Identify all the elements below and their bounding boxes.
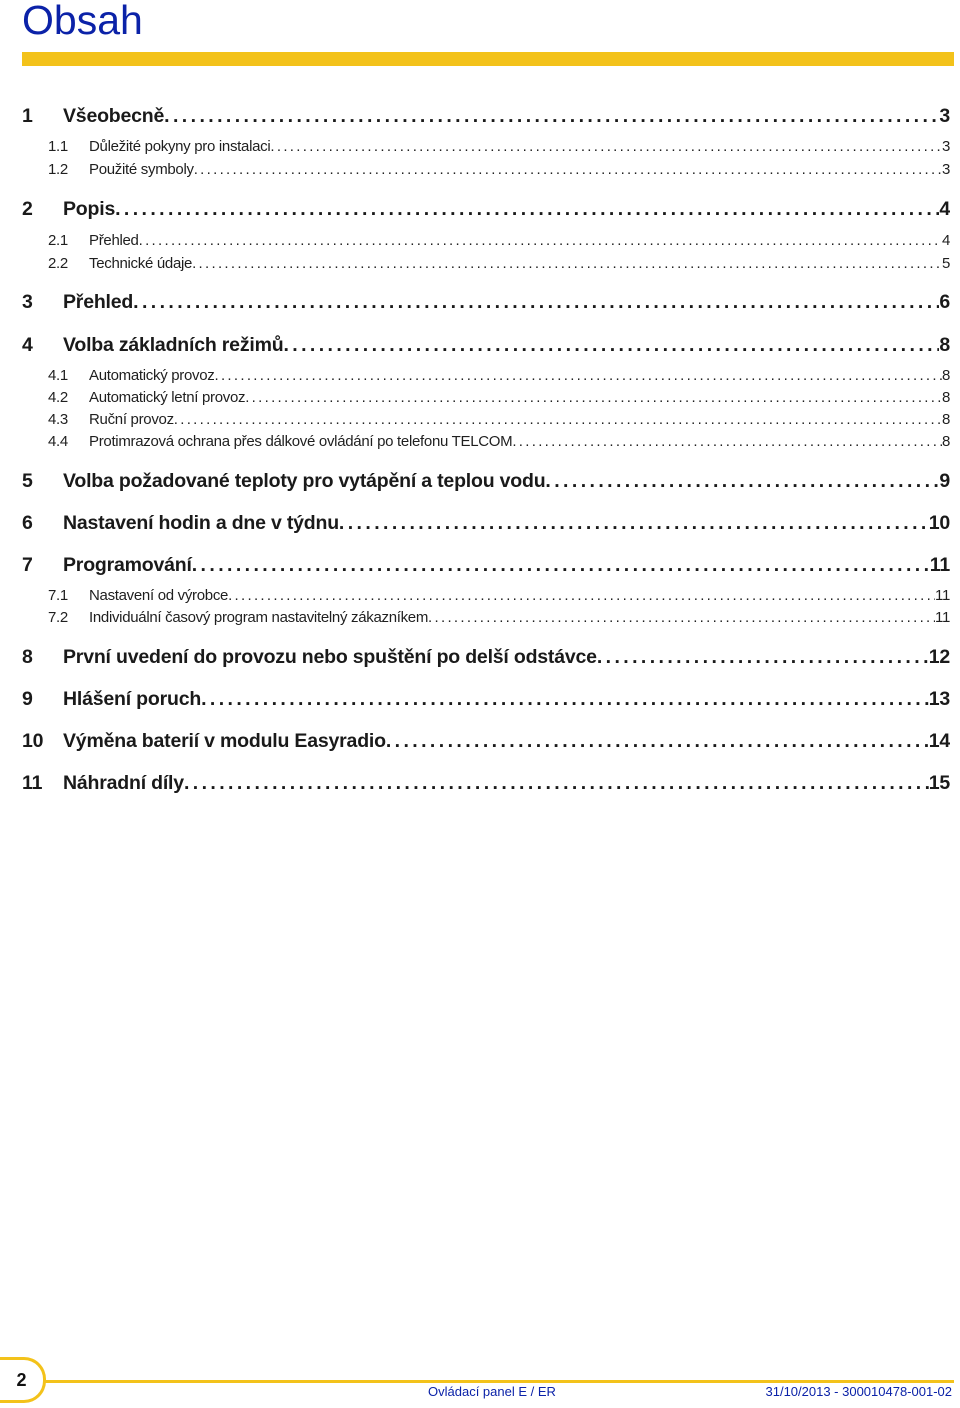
toc-entry[interactable] [48, 609, 950, 626]
toc-entry-page: 9 [939, 470, 950, 492]
toc-leader-dots [512, 433, 942, 450]
toc-leader-dots [192, 554, 930, 577]
toc-leader-dots [184, 772, 929, 795]
toc-leader-dots [339, 512, 929, 535]
page-number-badge [0, 1357, 46, 1403]
page-title: Obsah [22, 0, 143, 43]
toc-entry-title: Volba požadované teploty pro vytápění a teplou vodu [63, 470, 546, 492]
toc-entry[interactable] [22, 554, 950, 577]
toc-leader-dots [194, 161, 942, 178]
toc-entry-page: 4 [939, 198, 950, 220]
toc-entry-title: Výměna baterií v modulu Easyradio [63, 730, 386, 752]
toc-entry-title: Náhradní díly [63, 772, 184, 794]
toc-entry[interactable] [48, 232, 950, 249]
toc-leader-dots [192, 255, 942, 272]
toc-entry-title: Všeobecně [63, 105, 165, 127]
toc-leader-dots [283, 334, 939, 357]
toc-entry-number: 1.2 [48, 161, 68, 178]
toc-leader-dots [201, 688, 929, 711]
toc-leader-dots [164, 105, 939, 128]
toc-entry-title: Přehled [63, 291, 134, 313]
toc-entry-page: 10 [928, 512, 950, 534]
toc-entry-number: 2 [22, 198, 33, 220]
toc-leader-dots [270, 138, 942, 155]
toc-entry[interactable] [48, 433, 950, 450]
toc-entry-number: 2.1 [48, 232, 68, 249]
toc-entry-number: 6 [22, 512, 33, 534]
toc-entry[interactable] [22, 198, 950, 221]
footer-document-ref: 31/10/2013 - 300010478-001-02 [765, 1384, 952, 1399]
toc-leader-dots [428, 609, 935, 626]
toc-entry-page: 8 [941, 389, 950, 406]
toc-entry-title: Přehled [89, 232, 139, 249]
toc-entry-page: 11 [935, 609, 950, 626]
toc-entry-number: 2.2 [48, 255, 68, 272]
toc-leader-dots [597, 646, 929, 669]
toc-entry[interactable] [48, 587, 950, 604]
footer-divider [44, 1380, 954, 1383]
toc-entry-page: 5 [941, 255, 950, 272]
toc-entry-number: 11 [22, 772, 43, 794]
toc-leader-dots [245, 389, 942, 406]
toc-entry[interactable] [22, 105, 950, 128]
toc-entry-number: 4.3 [48, 411, 68, 428]
toc-leader-dots [545, 470, 939, 493]
toc-leader-dots [228, 587, 935, 604]
toc-entry-title: Popis [63, 198, 116, 220]
toc-entry-title: Použité symboly [89, 161, 194, 178]
toc-entry-title: Důležité pokyny pro instalaci [89, 138, 271, 155]
toc-entry-page: 8 [941, 433, 950, 450]
toc-entry-title: Nastavení hodin a dne v týdnu [63, 512, 339, 534]
toc-entry-number: 9 [22, 688, 33, 710]
toc-entry-title: Individuální časový program nastavitelný zákazníkem [89, 609, 429, 626]
toc-entry-page: 3 [941, 138, 950, 155]
toc-entry-number: 3 [22, 291, 33, 313]
toc-entry[interactable] [48, 411, 950, 428]
toc-entry-number: 8 [22, 646, 33, 668]
page-number: 2 [16, 1369, 27, 1390]
toc-entry[interactable] [22, 512, 950, 535]
toc-entry-page: 8 [941, 411, 950, 428]
toc-leader-dots [115, 198, 939, 221]
toc-leader-dots [174, 411, 942, 428]
toc-entry-page: 8 [941, 367, 950, 384]
toc-entry-title: Automatický provoz [89, 367, 215, 384]
toc-entry-number: 7.2 [48, 609, 68, 626]
toc-entry-title: První uvedení do provozu nebo spuštění po delší odstávce [63, 646, 597, 668]
toc-entry-number: 4.2 [48, 389, 68, 406]
toc-entry-number: 4.1 [48, 367, 68, 384]
toc-leader-dots [133, 291, 939, 314]
footer-document-name: Ovládací panel E / ER [428, 1384, 556, 1399]
toc-entry-number: 1 [22, 105, 33, 127]
toc-entry-number: 10 [22, 730, 44, 752]
toc-entry[interactable] [22, 334, 950, 357]
toc-entry-title: Volba základních režimů [63, 334, 284, 356]
toc-leader-dots [214, 367, 941, 384]
toc-entry-page: 11 [929, 554, 950, 576]
toc-entry[interactable] [48, 161, 950, 178]
toc-entry-title: Automatický letní provoz [89, 389, 246, 406]
toc-entry[interactable] [22, 646, 950, 669]
title-underline-bar [22, 52, 954, 66]
toc-entry-number: 4 [22, 334, 33, 356]
toc-entry-title: Nastavení od výrobce [89, 587, 229, 604]
toc-entry-title: Protimrazová ochrana přes dálkové ovládání po telefonu TELCOM [89, 433, 513, 450]
toc-entry-page: 13 [928, 688, 950, 710]
toc-entry-page: 3 [939, 105, 950, 127]
toc-entry-number: 1.1 [48, 138, 68, 155]
toc-entry-page: 12 [928, 646, 950, 668]
toc-entry-page: 14 [928, 730, 950, 752]
toc-entry-title: Ruční provoz [89, 411, 174, 428]
toc-entry[interactable] [22, 291, 950, 314]
toc-entry[interactable] [48, 138, 950, 155]
toc-entry[interactable] [22, 688, 950, 711]
toc-entry[interactable] [48, 367, 950, 384]
toc-entry-page: 3 [941, 161, 950, 178]
toc-entry-page: 6 [939, 291, 950, 313]
toc-entry[interactable] [48, 255, 950, 272]
toc-entry[interactable] [22, 772, 950, 795]
toc-entry-number: 7.1 [48, 587, 68, 604]
toc-entry-title: Technické údaje [89, 255, 193, 272]
toc-entry-page: 4 [941, 232, 950, 249]
toc-entry-number: 7 [22, 554, 33, 576]
toc-entry-number: 4.4 [48, 433, 68, 450]
toc-leader-dots [386, 730, 929, 753]
toc-entry-page: 8 [939, 334, 950, 356]
toc-entry-page: 15 [928, 772, 950, 794]
toc-entry-page: 11 [935, 587, 950, 604]
toc-entry[interactable] [22, 470, 950, 493]
toc-entry-title: Programování [63, 554, 192, 576]
toc-entry-title: Hlášení poruch [63, 688, 202, 710]
toc-entry-number: 5 [22, 470, 33, 492]
toc-entry[interactable] [22, 730, 950, 753]
toc-entry[interactable] [48, 389, 950, 406]
toc-leader-dots [139, 232, 942, 249]
